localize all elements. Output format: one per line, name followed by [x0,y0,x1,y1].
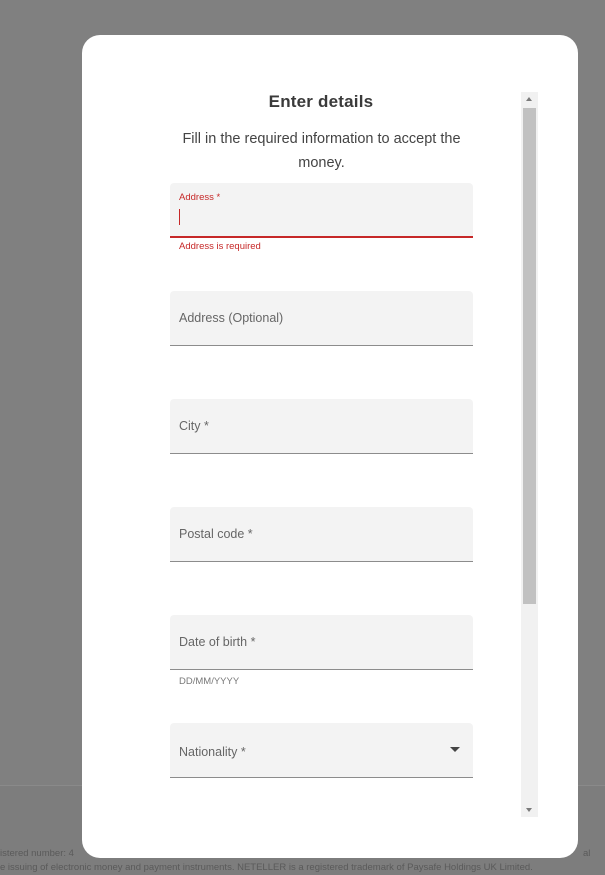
chevron-down-icon [450,747,460,752]
scrollbar-thumb[interactable] [523,108,536,604]
city-field[interactable] [170,399,473,454]
postal-code-field[interactable] [170,507,473,562]
address-optional-field[interactable] [170,291,473,346]
footer-legal-line-2: e issuing of electronic money and payment instruments. NETELLER is a registered trademark of Paysafe Holdings UK Limited. [0,862,533,873]
address-optional-label: Address (Optional) [179,311,284,325]
nationality-select[interactable] [170,723,473,778]
date-of-birth-field[interactable] [170,615,473,670]
nationality-label: Nationality * [179,745,246,759]
text-cursor [179,209,180,225]
modal-scrollbar[interactable] [521,92,538,817]
scroll-up-arrow-icon[interactable] [526,97,532,101]
modal-subtitle: Fill in the required information to accept the money. [182,131,461,171]
address-field[interactable] [170,183,473,238]
modal-title: Enter details [268,92,374,111]
address-error-message: Address is required [179,241,261,252]
city-label: City * [179,419,209,433]
scroll-down-arrow-icon[interactable] [526,808,532,812]
footer-legal-line-1: istered number: 4 al [0,848,591,859]
address-label: Address * [179,192,221,203]
date-of-birth-hint: DD/MM/YYYY [179,676,240,687]
postal-code-label: Postal code * [179,527,253,541]
date-of-birth-label: Date of birth * [179,635,256,649]
footer-legal-line-1-tail: al [583,848,591,859]
